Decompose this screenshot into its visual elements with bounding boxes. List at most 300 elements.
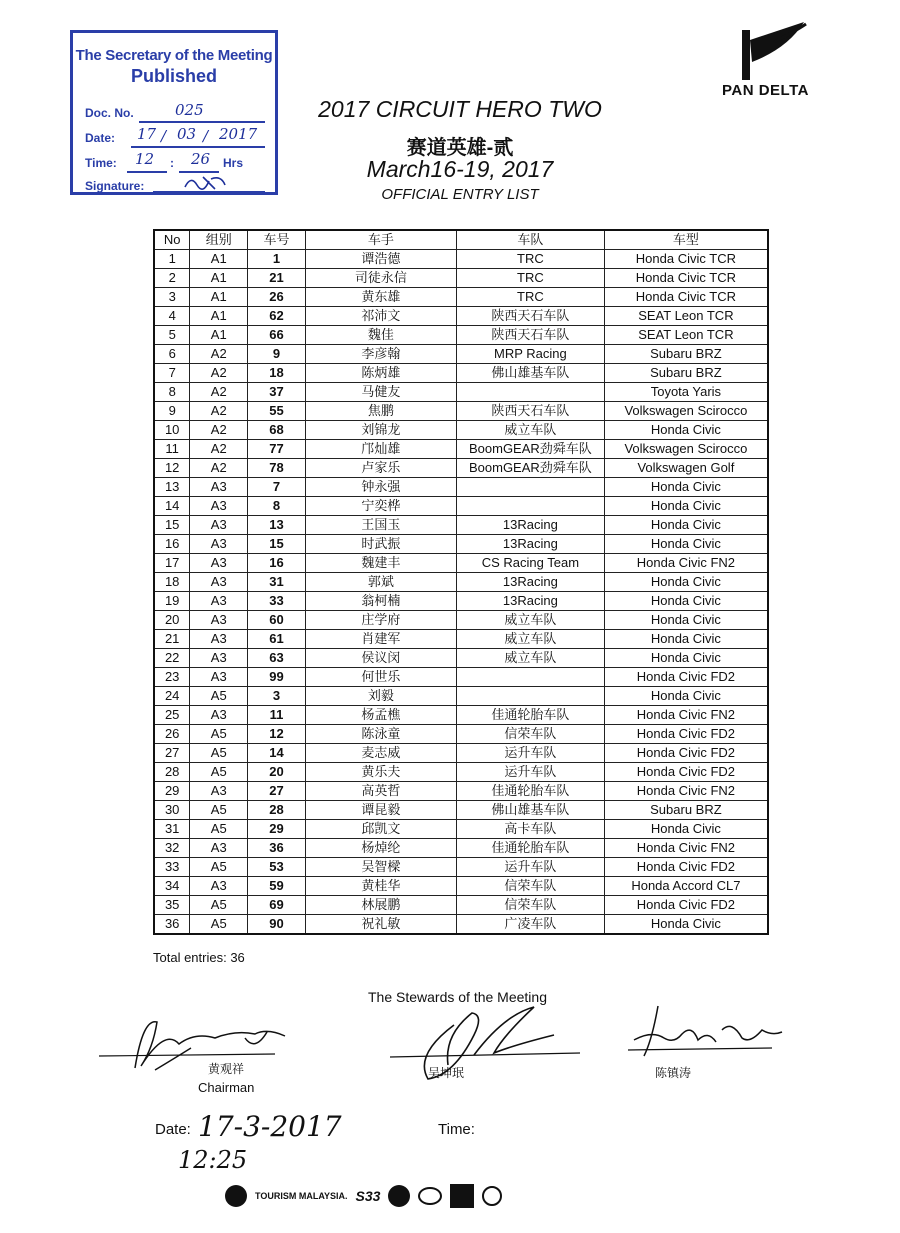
cell-car-model: Honda Civic FN2 xyxy=(604,839,768,858)
stamp-date-month: 03 xyxy=(177,125,197,143)
col-header-no: No xyxy=(154,230,190,250)
cell-driver: 马健友 xyxy=(305,383,456,402)
cell-driver: 钟永强 xyxy=(305,478,456,497)
cell-class: A5 xyxy=(190,687,248,706)
cell-car-number: 78 xyxy=(248,459,306,478)
cell-no: 13 xyxy=(154,478,190,497)
cell-driver: 邱凯文 xyxy=(305,820,456,839)
cell-car-model: Subaru BRZ xyxy=(604,801,768,820)
cell-driver: 谭浩德 xyxy=(305,250,456,269)
cell-no: 26 xyxy=(154,725,190,744)
footer-date-value: 17-3-2017 xyxy=(198,1110,342,1143)
cell-driver: 吴智樑 xyxy=(305,858,456,877)
table-row xyxy=(154,364,768,383)
table-row xyxy=(154,820,768,839)
cell-team: 13Racing xyxy=(456,573,604,592)
sponsor-s33: S33 xyxy=(355,1188,381,1204)
table-row xyxy=(154,896,768,915)
cell-no: 10 xyxy=(154,421,190,440)
cell-team: 13Racing xyxy=(456,592,604,611)
stamp-date-label: Date: xyxy=(85,131,116,145)
table-row xyxy=(154,573,768,592)
cell-no: 34 xyxy=(154,877,190,896)
cell-car-number: 7 xyxy=(248,478,306,497)
sponsor-emblem-icon xyxy=(482,1186,502,1206)
cell-driver: 杨孟樵 xyxy=(305,706,456,725)
cell-no: 14 xyxy=(154,497,190,516)
cell-no: 20 xyxy=(154,611,190,630)
cell-class: A2 xyxy=(190,459,248,478)
sponsor-logo-strip xyxy=(225,1180,695,1212)
cell-class: A3 xyxy=(190,782,248,801)
cell-driver: 王国玉 xyxy=(305,516,456,535)
cell-class: A1 xyxy=(190,250,248,269)
cell-no: 16 xyxy=(154,535,190,554)
steward-3-name: 陈镇涛 xyxy=(655,1066,692,1080)
cell-car-model: Honda Civic xyxy=(604,820,768,839)
table-row xyxy=(154,630,768,649)
cell-class: A3 xyxy=(190,630,248,649)
cell-team xyxy=(456,478,604,497)
cell-team: 运升车队 xyxy=(456,858,604,877)
cell-team: BoomGEAR劲舜车队 xyxy=(456,440,604,459)
cell-team: 佛山雄基车队 xyxy=(456,364,604,383)
table-row xyxy=(154,554,768,573)
cell-car-number: 66 xyxy=(248,326,306,345)
cell-team xyxy=(456,383,604,402)
cell-car-model: Honda Civic FN2 xyxy=(604,554,768,573)
cell-car-number: 36 xyxy=(248,839,306,858)
cell-car-model: Honda Civic FD2 xyxy=(604,744,768,763)
cell-no: 23 xyxy=(154,668,190,687)
cell-team: MRP Racing xyxy=(456,345,604,364)
table-row xyxy=(154,421,768,440)
cell-car-model: Honda Accord CL7 xyxy=(604,877,768,896)
cell-car-number: 62 xyxy=(248,307,306,326)
sponsor-logo-2-icon xyxy=(388,1185,410,1207)
cell-class: A5 xyxy=(190,820,248,839)
cell-car-number: 90 xyxy=(248,915,306,935)
cell-class: A2 xyxy=(190,364,248,383)
cell-class: A2 xyxy=(190,440,248,459)
cell-no: 4 xyxy=(154,307,190,326)
table-row xyxy=(154,782,768,801)
cell-team: CS Racing Team xyxy=(456,554,604,573)
cell-class: A3 xyxy=(190,573,248,592)
cell-team: 运升车队 xyxy=(456,763,604,782)
cell-driver: 杨焯纶 xyxy=(305,839,456,858)
cell-no: 32 xyxy=(154,839,190,858)
cell-driver: 陈泳童 xyxy=(305,725,456,744)
cell-car-number: 77 xyxy=(248,440,306,459)
stamp-time-unit: Hrs xyxy=(223,156,244,170)
cell-driver: 刘毅 xyxy=(305,687,456,706)
event-dates: March16-19, 2017 xyxy=(366,156,554,182)
table-row xyxy=(154,915,768,935)
cell-class: A3 xyxy=(190,877,248,896)
cell-team xyxy=(456,497,604,516)
col-header-team: 车队 xyxy=(456,230,604,250)
cell-no: 31 xyxy=(154,820,190,839)
cell-no: 18 xyxy=(154,573,190,592)
cell-class: A3 xyxy=(190,535,248,554)
stamp-date-year: 2017 xyxy=(219,125,258,143)
cell-car-model: Honda Civic xyxy=(604,687,768,706)
cell-driver: 焦鹏 xyxy=(305,402,456,421)
cell-car-number: 11 xyxy=(248,706,306,725)
cell-no: 27 xyxy=(154,744,190,763)
sponsor-logo-1-icon xyxy=(225,1185,247,1207)
cell-car-number: 63 xyxy=(248,649,306,668)
cell-driver: 刘锦龙 xyxy=(305,421,456,440)
total-entries: Total entries: 36 xyxy=(153,950,245,965)
cell-car-number: 33 xyxy=(248,592,306,611)
cell-car-number: 53 xyxy=(248,858,306,877)
stamp-doc-label: Doc. No. xyxy=(85,106,134,120)
cell-car-number: 37 xyxy=(248,383,306,402)
cell-team: 信荣车队 xyxy=(456,725,604,744)
cell-car-model: Honda Civic FD2 xyxy=(604,896,768,915)
cell-car-number: 16 xyxy=(248,554,306,573)
cell-no: 24 xyxy=(154,687,190,706)
cell-team: 信荣车队 xyxy=(456,877,604,896)
cell-driver: 时武振 xyxy=(305,535,456,554)
cell-team: 高卡车队 xyxy=(456,820,604,839)
cell-car-number: 27 xyxy=(248,782,306,801)
cell-car-model: Honda Civic FN2 xyxy=(604,706,768,725)
cell-team: 威立车队 xyxy=(456,611,604,630)
cell-car-model: Honda Civic TCR xyxy=(604,288,768,307)
cell-car-number: 12 xyxy=(248,725,306,744)
cell-car-model: Honda Civic FN2 xyxy=(604,782,768,801)
steward-3-signature xyxy=(622,1000,792,1070)
cell-no: 5 xyxy=(154,326,190,345)
col-header-class: 组别 xyxy=(190,230,248,250)
cell-driver: 李彦翰 xyxy=(305,345,456,364)
cell-car-model: Honda Civic xyxy=(604,421,768,440)
table-row xyxy=(154,649,768,668)
stamp-doc-underline xyxy=(139,121,265,123)
cell-team: 威立车队 xyxy=(456,649,604,668)
cell-car-model: Honda Civic FD2 xyxy=(604,763,768,782)
stamp-date-underline xyxy=(131,146,265,148)
table-row xyxy=(154,725,768,744)
footer-time-label: Time: xyxy=(438,1121,475,1138)
cell-car-model: Honda Civic xyxy=(604,535,768,554)
table-row xyxy=(154,763,768,782)
cell-driver: 祁沛文 xyxy=(305,307,456,326)
cell-class: A1 xyxy=(190,269,248,288)
cell-driver: 陈炳雄 xyxy=(305,364,456,383)
table-row xyxy=(154,706,768,725)
cell-no: 12 xyxy=(154,459,190,478)
cell-car-model: Honda Civic xyxy=(604,630,768,649)
table-row xyxy=(154,250,768,269)
cell-driver: 庄学府 xyxy=(305,611,456,630)
steward-1-signature xyxy=(95,1008,295,1078)
cell-driver: 何世乐 xyxy=(305,668,456,687)
table-row xyxy=(154,839,768,858)
cell-team: 13Racing xyxy=(456,535,604,554)
cell-car-number: 59 xyxy=(248,877,306,896)
cell-no: 6 xyxy=(154,345,190,364)
cell-car-model: Honda Civic xyxy=(604,478,768,497)
cell-car-model: Honda Civic xyxy=(604,573,768,592)
cell-class: A3 xyxy=(190,497,248,516)
cell-no: 1 xyxy=(154,250,190,269)
table-row xyxy=(154,307,768,326)
stamp-date-day: 17 xyxy=(137,125,157,143)
cell-car-model: Volkswagen Golf xyxy=(604,459,768,478)
cell-car-number: 14 xyxy=(248,744,306,763)
cell-class: A5 xyxy=(190,896,248,915)
table-row xyxy=(154,269,768,288)
cell-no: 29 xyxy=(154,782,190,801)
table-row xyxy=(154,402,768,421)
cell-team: BoomGEAR劲舜车队 xyxy=(456,459,604,478)
cell-class: A2 xyxy=(190,345,248,364)
cell-class: A2 xyxy=(190,402,248,421)
table-row xyxy=(154,535,768,554)
stamp-time-min: 26 xyxy=(191,150,211,168)
cell-car-model: Honda Civic xyxy=(604,497,768,516)
cell-team: 广凌车队 xyxy=(456,915,604,935)
table-row xyxy=(154,744,768,763)
cell-car-number: 1 xyxy=(248,250,306,269)
cell-car-model: Volkswagen Scirocco xyxy=(604,402,768,421)
cell-team: 佳通轮胎车队 xyxy=(456,706,604,725)
table-row xyxy=(154,858,768,877)
cell-driver: 黄东雄 xyxy=(305,288,456,307)
cell-class: A3 xyxy=(190,516,248,535)
cell-no: 2 xyxy=(154,269,190,288)
cell-driver: 黄乐夫 xyxy=(305,763,456,782)
cell-no: 30 xyxy=(154,801,190,820)
cell-class: A3 xyxy=(190,592,248,611)
cell-class: A3 xyxy=(190,839,248,858)
cell-no: 7 xyxy=(154,364,190,383)
stewards-heading: The Stewards of the Meeting xyxy=(368,989,547,1005)
cell-team: 陕西天石车队 xyxy=(456,307,604,326)
cell-class: A5 xyxy=(190,858,248,877)
cell-driver: 侯议闵 xyxy=(305,649,456,668)
cell-driver: 高英哲 xyxy=(305,782,456,801)
cell-car-number: 68 xyxy=(248,421,306,440)
cell-car-model: Honda Civic TCR xyxy=(604,250,768,269)
secretary-stamp: The Secretary of the Meeting Published Doc. No. 025 Date: 17 / 03 / 2017 Time: 12 : 26 Hrs Signature: xyxy=(70,30,278,195)
stamp-time-hour: 12 xyxy=(135,150,155,168)
cell-car-number: 18 xyxy=(248,364,306,383)
cell-team: 13Racing xyxy=(456,516,604,535)
cell-driver: 祝礼敏 xyxy=(305,915,456,935)
cell-driver: 郭斌 xyxy=(305,573,456,592)
table-row xyxy=(154,345,768,364)
cell-driver: 肖建军 xyxy=(305,630,456,649)
table-row xyxy=(154,877,768,896)
table-row xyxy=(154,592,768,611)
steward-2-name: 吴坤珉 xyxy=(428,1066,465,1080)
stamp-status: Published xyxy=(130,66,217,86)
cell-class: A3 xyxy=(190,554,248,573)
cell-class: A2 xyxy=(190,383,248,402)
document-subtitle: OFFICIAL ENTRY LIST xyxy=(381,186,539,203)
cell-class: A3 xyxy=(190,611,248,630)
col-header-car-model: 车型 xyxy=(604,230,768,250)
cell-driver: 黄桂华 xyxy=(305,877,456,896)
cell-class: A3 xyxy=(190,668,248,687)
cell-team: 威立车队 xyxy=(456,630,604,649)
cell-driver: 魏佳 xyxy=(305,326,456,345)
cell-car-model: SEAT Leon TCR xyxy=(604,307,768,326)
steward-1-name: 黄观祥 xyxy=(208,1062,245,1076)
cell-team: 佳通轮胎车队 xyxy=(456,782,604,801)
table-header-row xyxy=(154,230,768,250)
cell-car-number: 55 xyxy=(248,402,306,421)
entry-list-table xyxy=(153,229,769,935)
cell-car-model: Honda Civic xyxy=(604,592,768,611)
cell-team xyxy=(456,668,604,687)
cell-no: 3 xyxy=(154,288,190,307)
table-row xyxy=(154,687,768,706)
cell-no: 19 xyxy=(154,592,190,611)
cell-car-number: 3 xyxy=(248,687,306,706)
cell-class: A1 xyxy=(190,288,248,307)
stamp-title: The Secretary of the Meeting xyxy=(75,47,273,64)
cell-no: 9 xyxy=(154,402,190,421)
table-row xyxy=(154,478,768,497)
cell-class: A2 xyxy=(190,421,248,440)
cell-team: 佛山雄基车队 xyxy=(456,801,604,820)
cell-class: A3 xyxy=(190,649,248,668)
cell-team: TRC xyxy=(456,288,604,307)
cell-class: A5 xyxy=(190,725,248,744)
cell-no: 35 xyxy=(154,896,190,915)
cell-class: A5 xyxy=(190,801,248,820)
stamp-doc-value: 025 xyxy=(175,101,204,119)
cell-car-model: Honda Civic xyxy=(604,611,768,630)
cell-team: 佳通轮胎车队 xyxy=(456,839,604,858)
cell-driver: 魏建丰 xyxy=(305,554,456,573)
cell-driver: 林展鹏 xyxy=(305,896,456,915)
cell-car-model: Honda Civic xyxy=(604,649,768,668)
cell-no: 33 xyxy=(154,858,190,877)
table-row xyxy=(154,459,768,478)
col-header-driver: 车手 xyxy=(305,230,456,250)
footer-date-label: Date: xyxy=(155,1121,191,1138)
cell-car-model: Volkswagen Scirocco xyxy=(604,440,768,459)
cell-team: 陕西天石车队 xyxy=(456,326,604,345)
cell-class: A1 xyxy=(190,307,248,326)
cell-car-model: Honda Civic xyxy=(604,915,768,935)
cell-team: TRC xyxy=(456,269,604,288)
cell-car-number: 15 xyxy=(248,535,306,554)
cell-class: A5 xyxy=(190,744,248,763)
steward-2-signature xyxy=(384,995,584,1090)
stamp-signature xyxy=(181,173,231,193)
table-row xyxy=(154,288,768,307)
cell-car-model: Honda Civic TCR xyxy=(604,269,768,288)
steward-1-role: Chairman xyxy=(198,1080,255,1095)
cell-driver: 邝灿雄 xyxy=(305,440,456,459)
cell-no: 15 xyxy=(154,516,190,535)
cell-car-number: 9 xyxy=(248,345,306,364)
stamp-time-label: Time: xyxy=(85,156,117,170)
cell-no: 22 xyxy=(154,649,190,668)
cell-class: A3 xyxy=(190,706,248,725)
cell-class: A5 xyxy=(190,915,248,935)
cell-car-number: 28 xyxy=(248,801,306,820)
cell-car-number: 31 xyxy=(248,573,306,592)
table-row xyxy=(154,326,768,345)
cell-car-number: 21 xyxy=(248,269,306,288)
cell-car-model: Honda Civic xyxy=(604,516,768,535)
cell-car-model: Toyota Yaris xyxy=(604,383,768,402)
cell-no: 28 xyxy=(154,763,190,782)
sponsor-logo-3-icon xyxy=(450,1184,474,1208)
entry-list-body xyxy=(154,250,768,935)
cell-car-number: 60 xyxy=(248,611,306,630)
cell-team: 信荣车队 xyxy=(456,896,604,915)
footer-time-value: 12:25 xyxy=(178,1146,248,1174)
cell-car-number: 29 xyxy=(248,820,306,839)
cell-class: A1 xyxy=(190,326,248,345)
cell-car-number: 69 xyxy=(248,896,306,915)
cell-no: 8 xyxy=(154,383,190,402)
cell-no: 36 xyxy=(154,915,190,935)
cell-no: 11 xyxy=(154,440,190,459)
cell-car-number: 20 xyxy=(248,763,306,782)
table-row xyxy=(154,516,768,535)
cell-car-model: Subaru BRZ xyxy=(604,364,768,383)
cell-driver: 宁奕桦 xyxy=(305,497,456,516)
cell-class: A5 xyxy=(190,763,248,782)
cell-class: A3 xyxy=(190,478,248,497)
pan-delta-logo-text: PAN DELTA xyxy=(722,82,809,99)
cell-team xyxy=(456,687,604,706)
table-row xyxy=(154,383,768,402)
table-row xyxy=(154,497,768,516)
cell-car-number: 8 xyxy=(248,497,306,516)
table-row xyxy=(154,668,768,687)
event-title: 2017 CIRCUIT HERO TWO xyxy=(318,96,602,122)
table-row xyxy=(154,801,768,820)
cell-car-model: Honda Civic FD2 xyxy=(604,668,768,687)
cell-no: 17 xyxy=(154,554,190,573)
sponsor-ford-icon xyxy=(418,1187,442,1205)
cell-no: 25 xyxy=(154,706,190,725)
cell-no: 21 xyxy=(154,630,190,649)
table-row xyxy=(154,440,768,459)
cell-driver: 卢家乐 xyxy=(305,459,456,478)
cell-team: 运升车队 xyxy=(456,744,604,763)
cell-car-number: 99 xyxy=(248,668,306,687)
cell-car-model: Honda Civic FD2 xyxy=(604,725,768,744)
table-row xyxy=(154,611,768,630)
cell-car-model: Subaru BRZ xyxy=(604,345,768,364)
cell-car-number: 61 xyxy=(248,630,306,649)
cell-driver: 麦志威 xyxy=(305,744,456,763)
cell-driver: 翁柯楠 xyxy=(305,592,456,611)
cell-car-number: 26 xyxy=(248,288,306,307)
cell-car-model: Honda Civic FD2 xyxy=(604,858,768,877)
col-header-car-number: 车号 xyxy=(248,230,306,250)
sponsor-tourism-malaysia: TOURISM MALAYSIA. xyxy=(255,1191,348,1201)
cell-car-model: SEAT Leon TCR xyxy=(604,326,768,345)
cell-team: TRC xyxy=(456,250,604,269)
cell-driver: 司徒永信 xyxy=(305,269,456,288)
event-title-cn: 赛道英雄-贰 xyxy=(406,137,514,159)
cell-car-number: 13 xyxy=(248,516,306,535)
